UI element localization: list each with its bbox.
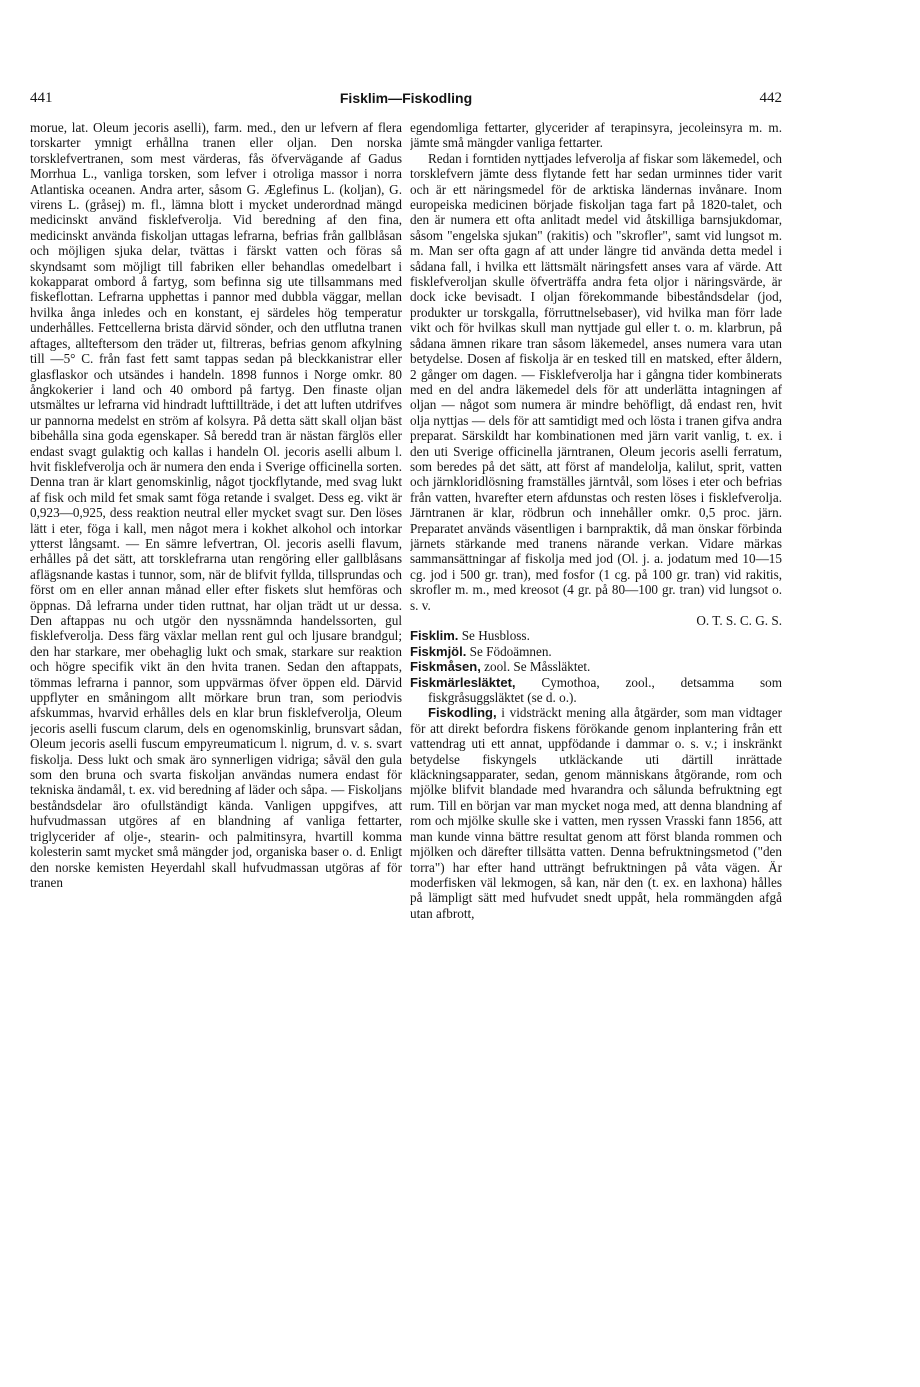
right-column bbox=[410, 120, 782, 921]
entry-fiskmasen bbox=[410, 659, 782, 674]
headword: Fiskmärlesläktet, bbox=[410, 674, 516, 690]
headword: Fiskodling, bbox=[428, 705, 497, 721]
running-head: Fisklim—Fiskodling bbox=[339, 90, 473, 106]
entry-fiskodling bbox=[410, 705, 782, 921]
page-number-right: 442 bbox=[759, 90, 782, 106]
entry-body: Se Husbloss. bbox=[461, 628, 530, 644]
headword: Fisklim. bbox=[410, 628, 459, 644]
entry-body: Se Födoämnen. bbox=[469, 643, 552, 659]
headword: Fiskmjöl. bbox=[410, 643, 467, 659]
entry-fiskmjol bbox=[410, 644, 782, 659]
entry-fisklim bbox=[410, 628, 782, 643]
author-signature: O. T. S. C. G. S. bbox=[696, 613, 782, 628]
entry-body: Cymothoa, zool., detsamma som fiskgråsuggsläktet (se d. o.). bbox=[428, 674, 782, 706]
fiskolja-article-text: morue, lat. Oleum jecoris aselli), farm. med., den ur lefvern af flera torskarter ymnigt erhållna tranen eller oljan. Den norska torsklefvertranen, som mest värderas, fås öfvervägande af Gadus Morrhua L., vanliga torsken, som lefver i otroliga massor i norra Atlantiska oceanen. Andra arter, såsom G. Æglefinus L. (koljan), G. virens L. (gråsej) m. fl., lämna blott i mycket underordnad mängd medicinskt använd fisklefverolja. Vid beredning af den fina, medicinskt använda fiskoljan uttagas lefrarna, befrias från gallblåsan och möjligen sjuka delar, tvättas i färskt vatten och föras så skyndsamt som möjligt till fabriken eller behandlas omedelbart i kokapparat ombord å fartyg, som befinna sig ute tillsammans med fiskeflottan. Lefrarna upphettas i pannor med dubbla väggar, mellan hvilka ånga inledes och en konstant, ej särdeles hög temperatur underhålles. Fettcellerna brista därvid sönder, och den utflutna tranen aftages, allteftersom den träder ut, filtreras, befrias genom afkylning till —5° C. från fast fett samt tappas sedan på bleckkanistrar eller glasflaskor och utsändes i handeln. 1898 funnos i Norge omkr. 80 ångkokerier i land och 40 ombord på fartyg. Den finaste oljan utsmältes ur lefrarna vid hindradt lufttillträde, i det att luften utdrifves ur pannorna medelst en ström af kolsyra. På detta sätt skall oljan bäst bibehålla sina goda egenskaper. Så beredd tran är nästan färglös eller endast svagt gulaktig och kallas i handeln Ol. jecoris aselli album l. hvit fisklefverolja och är numera den enda i Sverige officinella sorten. Denna tran är klart genomskinlig, något tjockflytande, med svag lukt af fisk och mild fet smak samt föga retande i svalget. Dess eg. vikt är 0,923—0,925, dess reaktion neutral eller mycket svagt sur. Den löses lätt i eter, föga i kall, men något mera i kokhet alkohol och intorkar ytterst långsamt. — En sämre lefvertran, Ol. jecoris aselli flavum, erhålles på det sätt, att torsklefrarna utan rengöring eller gallblåsans aflägsnande kastas i tunnor, som, när de blifvit fyllda, tillsprundas och först om en eller annan månad eller efter fiskets slut hemföras och öppnas. Då lefrarna under tiden ruttnat, har oljan trädt ut ur dessa. Den aftappas nu och utgör den nyssnämnda handelssorten, gul fisklefverolja. Dess färg växlar mellan rent gul och ljusare brandgul; den har starkare, mer obehaglig lukt och smak, starkare sur reaktion och högre specifik vikt än den hvita tranen. Sedan den aftappats, tömmas lefrarna i pannor, som uppvärmas öfver öppen eld. Därvid uppflyter en småningom allt mörkare brun tran, som periodvis afskummas, hvarvid erhålles dels en klar brun fisklefverolja, Oleum jecoris aselli fuscum clarum, dels en ogenomskinlig, brunsvart sådan, Oleum jecoris aselli fuscum empyreumaticum l. nigrum, d. v. s. svart fiskolja. Dess lukt och smak äro synnerligen vidriga; såväl den gula som den bruna och svarta fiskoljan användas numera endast för tekniska ändamål, t. ex. vid beredning af läder och såpa. — Fiskoljans beståndsdelar äro ofullständigt kända. Vanligen uppgifves, att hufvudmassan utgöres af en blandning af vanliga fettarter, triglycerider af olje-, stearin- och palmitinsyra, hvartill komma kolesterin samt mycket små mängder jod, organiska baser o. d. Enligt den norske kemisten Heyerdahl skall hufvudmassan utgöras af för tranen bbox=[30, 120, 402, 890]
entry-fiskmarlesläktet bbox=[410, 675, 782, 706]
left-column bbox=[30, 120, 402, 890]
headword: Fiskmåsen, bbox=[410, 659, 481, 675]
fiskolja-article-continuation: egendomliga fettarter, glycerider af terapinsyra, jecoleinsyra m. m. jämte små mängder vanliga fettarter. bbox=[410, 120, 782, 151]
entry-body: i vidsträckt mening alla åtgärder, som man vidtager för att direkt befordra fiskens förökande genom inplantering från ett vattendrag uti ett annat, uppfödande i dammar o. s. v.; i inskränkt betydelse fiskyngels utkläckande uti därtill inrättade kläckningsapparater, sedan, genom människans åtgörande, rom och mjölke blifvit blandade med hvarandra och sålunda befruktning egt rum. Till en början var man mycket noga med, att denna blandning af rom och mjölke skulle ske i vatten, men ryssen Vrasski fann 1856, att man kunde vinna bättre resultat genom att först blanda rommen och mjölken och därefter tillsätta vatten. Denna befruktningsmetod ("den torra") har efter hand utträngt befruktningen på våta vägen. Är moderfisken väl lekmogen, så kan, när den (t. ex. en laxhona) hålles på lämpligt sätt med hufvudet snedt uppåt, hela rommängden afgå utan afbrott, bbox=[410, 705, 782, 921]
page-number-left: 441 bbox=[30, 90, 53, 106]
fiskolja-article-history: Redan i forntiden nyttjades lefverolja af fiskar som läkemedel, och torsklefvern jämte dess flytande fett har sedan urminnes tider varit och är ett näringsmedel för de arktiska ländernas invånare. Inom europeiska medicinen började fiskoljan taga fart på 1820-talet, och den är numera ett ofta anlitadt medel vid åtskilliga barnsjukdomar, såsom "engelska sjukan" (rakitis) och "skrofler", samt vid lungsot m. m. Man ser ofta gagn af att under längre tid använda detta medel i sådana fall, i hvilka ett lättsmält näringsfett anses vara af värde. Att fisklefveroljan skulle öfverträffa andra feta oljor i näringsvärde, är dock icke bevisadt. I oljan förekommande bibeståndsdelar (jod, produkter ur torskgalla, förruttnelsebaser), vid hvilka man förr lade vikt och för hvilkas skull man nyttjade gul eller t. o. m. klarbrun, på sådana ämnen rikare tran såsom läkemedel, anses numera vara utan betydelse. Dosen af fiskolja är en tesked till en matsked, efter åldern, 2 gånger om dagen. — Fisklefverolja har i gångna tider kombinerats med en del andra läkemedel dels för att underlätta intagningen af oljan — något som numera är mindre behöfligt, då endast ren, hvit olja nyttjas — dels för att samtidigt med och lösta i tranen gifva andra preparat. Särskildt har kombinationen med järn varit vanlig, t. ex. i den uti Sverige officinella järntranen, Oleum jecoris aselli ferratum, som beredes på det sätt, att först af mandelolja, kalilut, sprit, vatten och järnkloridlösning framställes järntvål, som löses i eter och befrias från vatten, hvarefter etern afdunstas och resten löses i fisklefverolja. Järntranen är klar, rödbrun och innehåller omkr. 0,5 proc. järn. Preparatet används väsentligen i barnpraktik, då man önskar förbinda järnets stärkande med tranens närande verkan. Vidare märkas sammansättningar af fiskolja med jod (Ol. j. a. jodatum med 10—15 cg. jod i 500 gr. tran), med fosfor (1 cg. på 100 gr. tran) vid rakitis, skrofler m. m., med kreosot (4 gr. på 80—100 gr. tran) vid lungsot o. s. v. bbox=[410, 150, 782, 613]
entry-body: zool. Se Måssläktet. bbox=[484, 659, 591, 675]
page-header bbox=[30, 88, 782, 108]
